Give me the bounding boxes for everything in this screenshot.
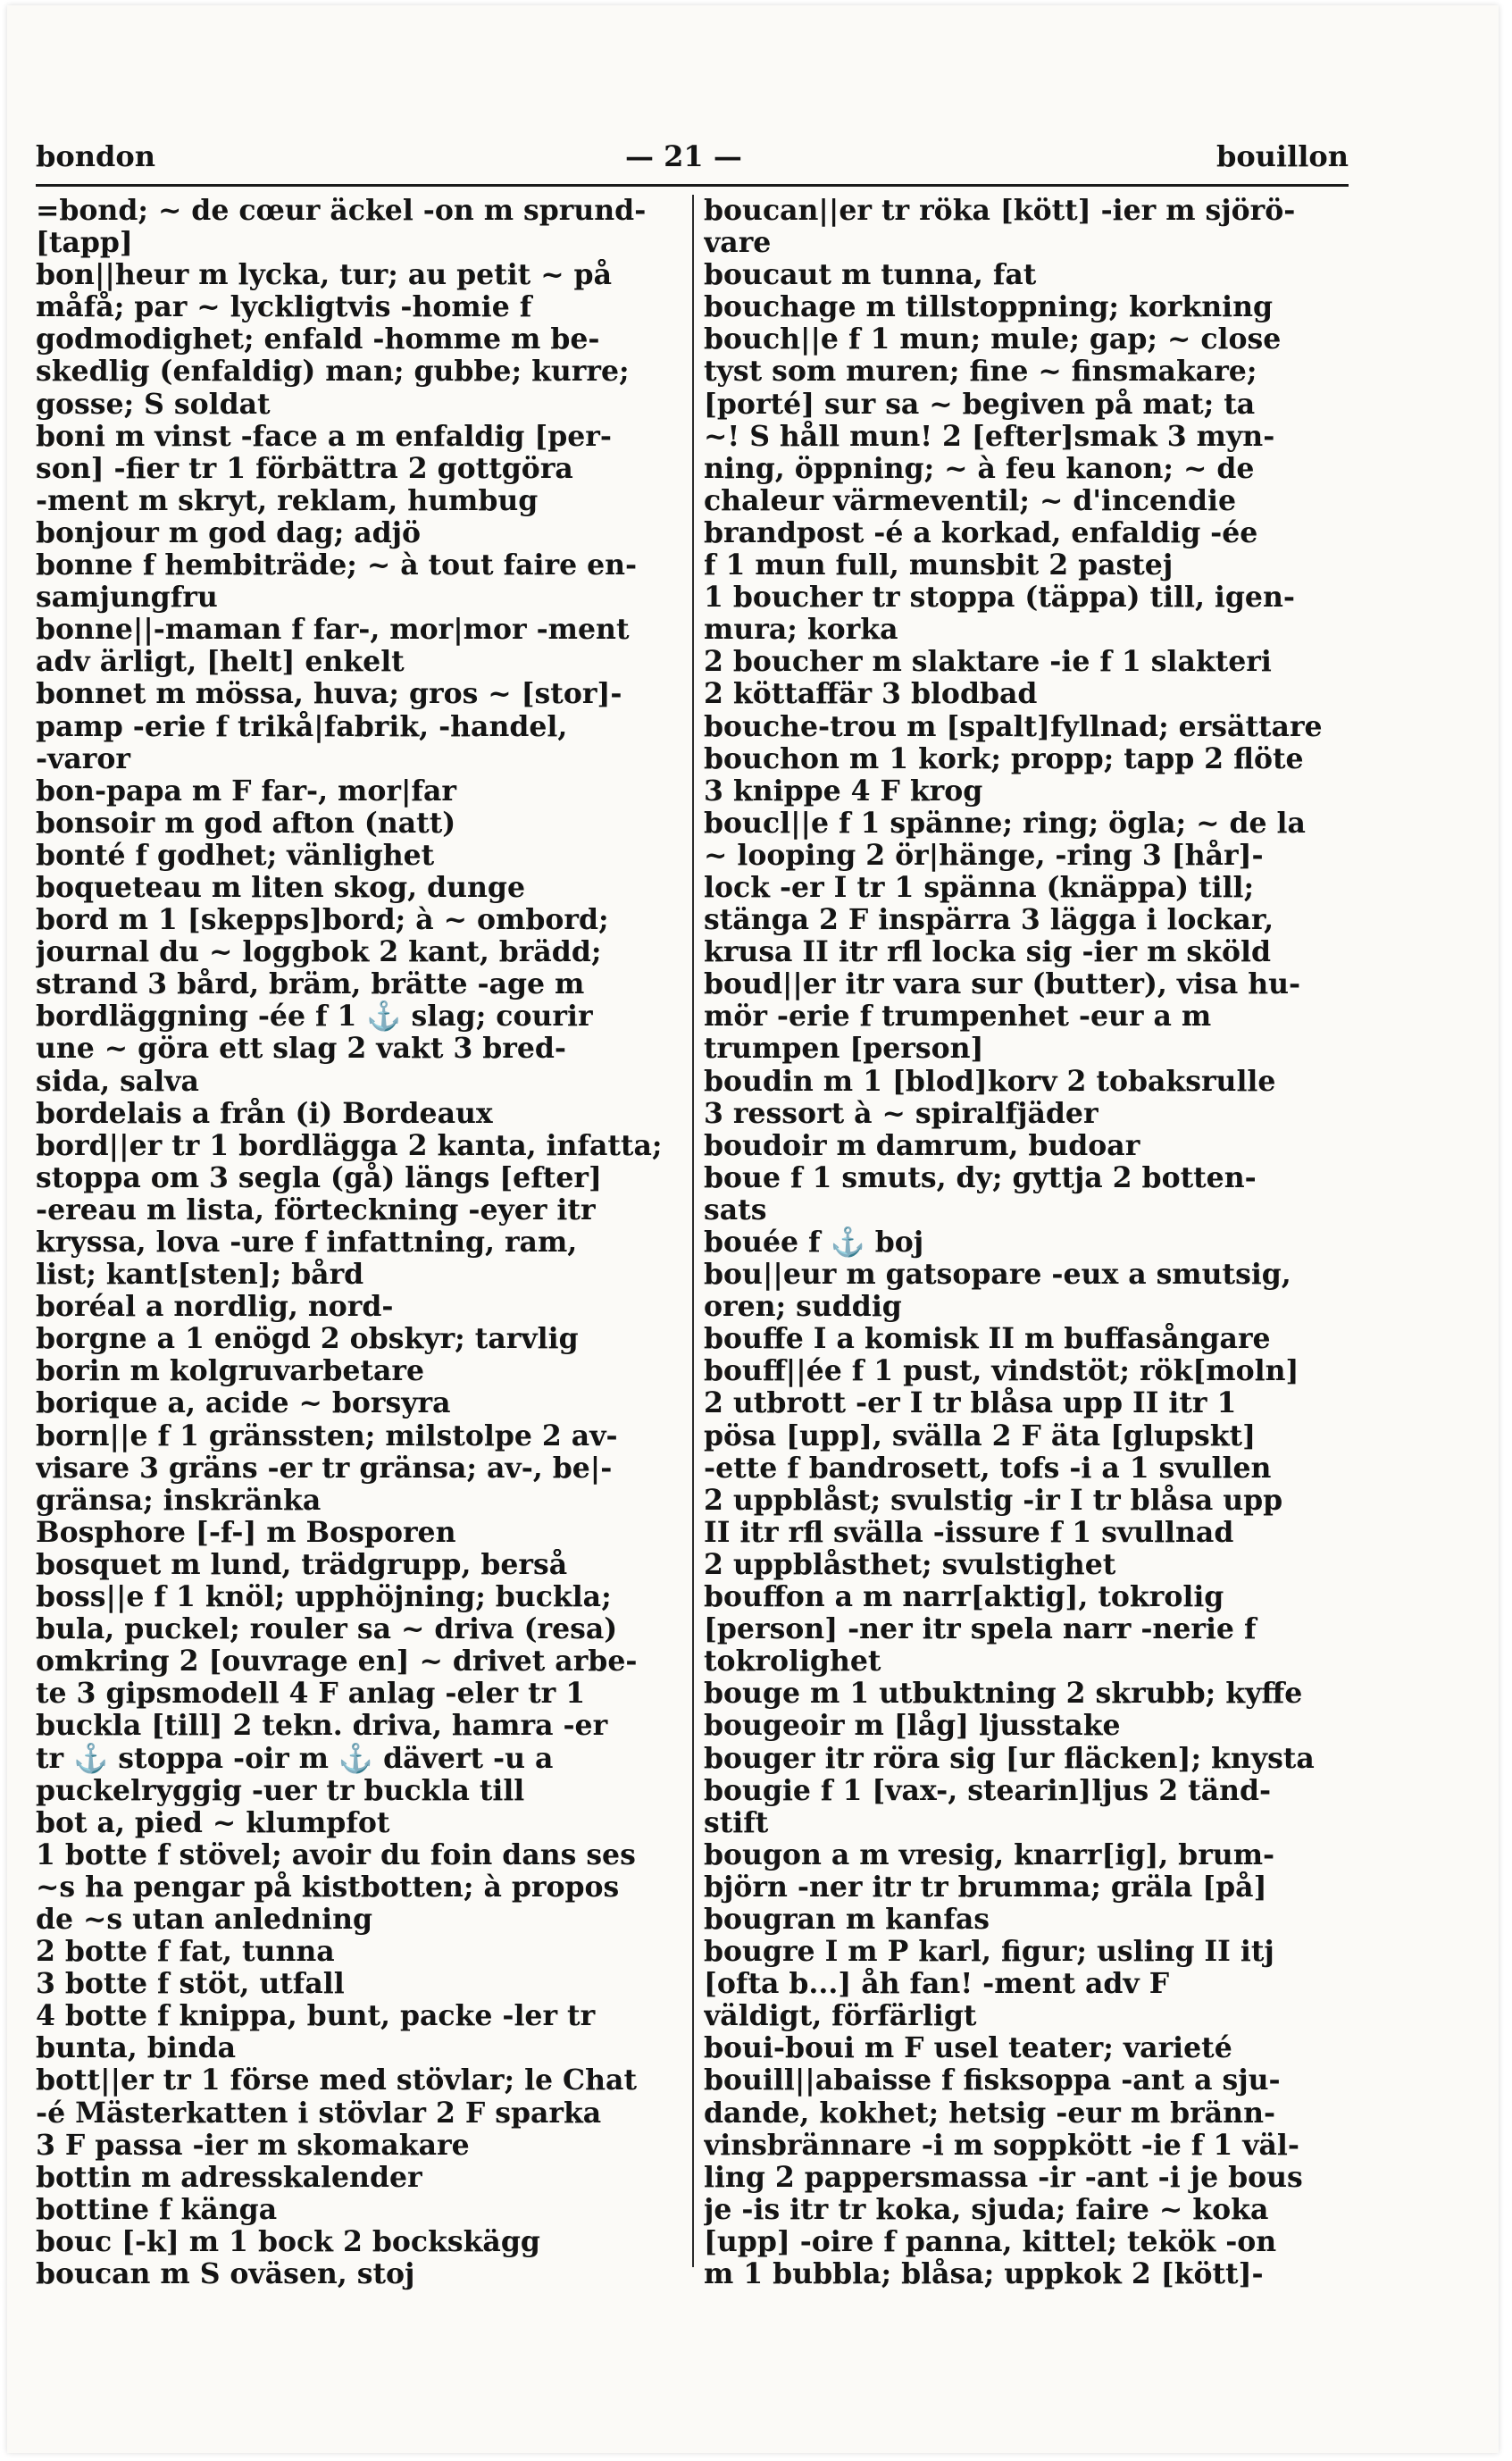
dictionary-line: adv ärligt, [helt] enkelt xyxy=(36,646,405,679)
dictionary-line: mura; korka xyxy=(704,614,898,647)
dictionary-line: stoppa om 3 segla (gå) längs [efter] xyxy=(36,1161,602,1194)
dictionary-line: samjungfru xyxy=(36,582,218,615)
dictionary-line: bonne||-maman f far-, mor|mor -ment xyxy=(36,614,630,647)
dictionary-line: bonjour m god dag; adjö xyxy=(36,516,422,549)
dictionary-line: oren; suddig xyxy=(704,1291,902,1324)
dictionary-line: visare 3 gräns -er tr gränsa; av-, be|- xyxy=(36,1452,613,1485)
dictionary-line: bord m 1 [skepps]bord; à ~ ombord; xyxy=(36,904,609,937)
dictionary-line: godmodighet; enfald -homme m be- xyxy=(36,323,600,356)
dictionary-line: Bosphore [-f-] m Bosporen xyxy=(36,1516,456,1549)
dictionary-line: 1 botte f stövel; avoir du foin dans ses xyxy=(36,1838,636,1871)
column-divider xyxy=(692,195,694,2267)
dictionary-line: son] -fier tr 1 förbättra 2 gottgöra xyxy=(36,452,573,485)
dictionary-line: bouffe I a komisk II m buffasångare xyxy=(704,1323,1271,1356)
dictionary-line: te 3 gipsmodell 4 F anlag -eler tr 1 xyxy=(36,1678,586,1711)
dictionary-line: 3 knippe 4 F krog xyxy=(704,774,983,808)
left-column xyxy=(36,195,688,2428)
dictionary-line: ling 2 pappersmassa -ir -ant -i je bous xyxy=(704,2161,1303,2194)
dictionary-line: gosse; S soldat xyxy=(36,388,271,421)
dictionary-line: skedlig (enfaldig) man; gubbe; kurre; xyxy=(36,356,630,389)
dictionary-line: chaleur värmeventil; ~ d'incendie xyxy=(704,484,1237,517)
dictionary-line: bouée f ⚓ boj xyxy=(704,1226,924,1259)
dictionary-line: tr ⚓ stoppa -oir m ⚓ dävert -u a xyxy=(36,1742,554,1775)
dictionary-line: boni m vinst -face a m enfaldig [per- xyxy=(36,420,612,453)
dictionary-line: une ~ göra ett slag 2 vakt 3 bred- xyxy=(36,1033,566,1066)
dictionary-line: -varor xyxy=(36,742,130,775)
dictionary-line: -ereau m lista, förteckning -eyer itr xyxy=(36,1193,596,1226)
page-number: — 21 — xyxy=(625,139,742,173)
dictionary-line: bon||heur m lycka, tur; au petit ~ på xyxy=(36,259,612,292)
dictionary-line: bottin m adresskalender xyxy=(36,2161,422,2194)
dictionary-line: mör -erie f trumpenhet -eur a m xyxy=(704,1000,1212,1034)
dictionary-line: bouc [-k] m 1 bock 2 bockskägg xyxy=(36,2225,540,2258)
dictionary-line: boucan||er tr röka [kött] -ier m sjörö- xyxy=(704,195,1296,227)
dictionary-line: bouill||abaisse f fisksoppa -ant a sju- xyxy=(704,2064,1281,2097)
dictionary-line: vare xyxy=(704,227,772,260)
dictionary-line: väldigt, förfärligt xyxy=(704,2000,977,2033)
dictionary-line: 3 ressort à ~ spiralfjäder xyxy=(704,1097,1098,1130)
dictionary-line: m 1 bubbla; blåsa; uppkok 2 [kött]- xyxy=(704,2258,1264,2290)
dictionary-line: bord||er tr 1 bordlägga 2 kanta, infatta; xyxy=(36,1129,663,1162)
dictionary-line: ~! S håll mun! 2 [efter]smak 3 myn- xyxy=(704,420,1275,453)
dictionary-line: boucan m S oväsen, stoj xyxy=(36,2258,415,2290)
dictionary-line: ~ looping 2 ör|hänge, -ring 3 [hår]- xyxy=(704,839,1264,872)
dictionary-line: sats xyxy=(704,1193,767,1226)
dictionary-line: krusa II itr rfl locka sig -ier m sköld xyxy=(704,936,1271,969)
dictionary-line: bonnet m mössa, huva; gros ~ [stor]- xyxy=(36,678,622,711)
dictionary-line: stift xyxy=(704,1806,769,1839)
dictionary-line: sida, salva xyxy=(36,1065,199,1098)
dictionary-line: boue f 1 smuts, dy; gyttja 2 botten- xyxy=(704,1161,1257,1194)
dictionary-line: =bond; ~ de cœur äckel -on m sprund- xyxy=(36,195,647,227)
dictionary-line: 2 boucher m slaktare -ie f 1 slakteri xyxy=(704,646,1272,679)
dictionary-line: bonne f hembiträde; ~ à tout faire en- xyxy=(36,549,638,582)
dictionary-line: bou||eur m gatsopare -eux a smutsig, xyxy=(704,1259,1291,1292)
dictionary-line: bouff||ée f 1 pust, vindstöt; rök[moln] xyxy=(704,1355,1299,1388)
dictionary-line: pösa [upp], svälla 2 F äta [glupskt] xyxy=(704,1419,1256,1452)
dictionary-line: list; kant[sten]; bård xyxy=(36,1259,364,1292)
dictionary-line: [person] -ner itr spela narr -nerie f xyxy=(704,1613,1257,1646)
dictionary-line: bonsoir m god afton (natt) xyxy=(36,807,456,840)
dictionary-line: journal du ~ loggbok 2 kant, brädd; xyxy=(36,936,602,969)
dictionary-line: 1 boucher tr stoppa (täppa) till, igen- xyxy=(704,582,1295,615)
dictionary-line: bougon a m vresig, knarr[ig], brum- xyxy=(704,1838,1275,1871)
dictionary-line: -é Mästerkatten i stövlar 2 F sparka xyxy=(36,2097,602,2130)
dictionary-line: brandpost -é a korkad, enfaldig -ée xyxy=(704,516,1258,549)
dictionary-line: bordläggning -ée f 1 ⚓ slag; courir xyxy=(36,1000,593,1034)
dictionary-line: 3 botte f stöt, utfall xyxy=(36,1968,345,2001)
dictionary-line: kryssa, lova -ure f infattning, ram, xyxy=(36,1226,578,1259)
dictionary-line: vinsbrännare -i m soppkött -ie f 1 väl- xyxy=(704,2129,1299,2162)
dictionary-line: boud||er itr vara sur (butter), visa hu- xyxy=(704,968,1301,1001)
dictionary-line: boucaut m tunna, fat xyxy=(704,259,1037,292)
dictionary-line: bougeoir m [låg] ljusstake xyxy=(704,1710,1121,1743)
dictionary-line: II itr rfl svälla -issure f 1 svullnad xyxy=(704,1516,1234,1549)
dictionary-line: tokrolighet xyxy=(704,1645,881,1678)
dictionary-page xyxy=(7,5,1499,2453)
dictionary-line: borin m kolgruvarbetare xyxy=(36,1355,425,1388)
dictionary-line: bosquet m lund, trädgrupp, berså xyxy=(36,1548,568,1581)
dictionary-line: -ette f bandrosett, tofs -i a 1 svullen xyxy=(704,1452,1272,1485)
dictionary-line: måfå; par ~ lyckligtvis -homie f xyxy=(36,291,532,324)
dictionary-line: bot a, pied ~ klumpfot xyxy=(36,1806,390,1839)
dictionary-line: boucl||e f 1 spänne; ring; ögla; ~ de la xyxy=(704,807,1306,840)
dictionary-line: buckla [till] 2 tekn. driva, hamra -er xyxy=(36,1710,608,1743)
dictionary-line: lock -er I tr 1 spänna (knäppa) till; xyxy=(704,871,1255,904)
dictionary-line: bouchage m tillstoppning; korkning xyxy=(704,291,1273,324)
dictionary-line: [upp] -oire f panna, kittel; tekök -on xyxy=(704,2225,1277,2258)
dictionary-line: 2 uppblåst; svulstig -ir I tr blåsa upp xyxy=(704,1484,1283,1517)
dictionary-line: 3 F passa -ier m skomakare xyxy=(36,2129,470,2162)
dictionary-line: 2 uppblåsthet; svulstighet xyxy=(704,1548,1116,1581)
dictionary-line: bougran m kanfas xyxy=(704,1903,990,1936)
header-rule xyxy=(36,184,1349,187)
dictionary-line: f 1 mun full, munsbit 2 pastej xyxy=(704,549,1174,582)
dictionary-line: bougre I m P karl, figur; usling II itj xyxy=(704,1936,1274,1969)
dictionary-line: bouge m 1 utbuktning 2 skrubb; kyffe xyxy=(704,1678,1303,1711)
dictionary-line: bunta, binda xyxy=(36,2032,237,2065)
dictionary-line: 2 botte f fat, tunna xyxy=(36,1936,335,1969)
dictionary-line: [ofta b...] åh fan! -ment adv F xyxy=(704,1968,1170,2001)
dictionary-line: bott||er tr 1 förse med stövlar; le Chat xyxy=(36,2064,637,2097)
dictionary-line: boui-boui m F usel teater; varieté xyxy=(704,2032,1232,2065)
dictionary-line: 2 köttaffär 3 blodbad xyxy=(704,678,1038,711)
dictionary-line: bouger itr röra sig [ur fläcken]; knysta xyxy=(704,1742,1315,1775)
dictionary-line: bonté f godhet; vänlighet xyxy=(36,839,435,872)
dictionary-line: bouche-trou m [spalt]fyllnad; ersättare xyxy=(704,710,1323,743)
dictionary-line: pamp -erie f trikå|fabrik, -handel, xyxy=(36,710,568,743)
dictionary-line: boss||e f 1 knöl; upphöjning; buckla; xyxy=(36,1581,612,1614)
page-header xyxy=(36,139,1349,182)
dictionary-line: gränsa; inskränka xyxy=(36,1484,322,1517)
dictionary-line: stänga 2 F inspärra 3 lägga i lockar, xyxy=(704,904,1274,937)
dictionary-line: dande, kokhet; hetsig -eur m bränn- xyxy=(704,2097,1276,2130)
dictionary-line: bouffon a m narr[aktig], tokrolig xyxy=(704,1581,1224,1614)
dictionary-line: -ment m skryt, reklam, humbug xyxy=(36,484,539,517)
dictionary-line: ning, öppning; ~ à feu kanon; ~ de xyxy=(704,452,1255,485)
dictionary-line: de ~s utan anledning xyxy=(36,1903,373,1936)
dictionary-line: 4 botte f knippa, bunt, packe -ler tr xyxy=(36,2000,596,2033)
dictionary-line: bouch||e f 1 mun; mule; gap; ~ close xyxy=(704,323,1282,356)
dictionary-line: tyst som muren; fine ~ finsmakare; xyxy=(704,356,1257,389)
dictionary-line: strand 3 bård, bräm, brätte -age m xyxy=(36,968,585,1001)
dictionary-line: boudoir m damrum, budoar xyxy=(704,1129,1140,1162)
dictionary-line: bouchon m 1 kork; propp; tapp 2 flöte xyxy=(704,742,1304,775)
dictionary-line: [porté] sur sa ~ begiven på mat; ta xyxy=(704,388,1256,421)
dictionary-line: bula, puckel; rouler sa ~ driva (resa) xyxy=(36,1613,618,1646)
dictionary-line: bottine f känga xyxy=(36,2193,278,2226)
dictionary-line: puckelryggig -uer tr buckla till xyxy=(36,1774,525,1807)
left-guide-word: bondon xyxy=(36,139,155,173)
dictionary-line: boudin m 1 [blod]korv 2 tobaksrulle xyxy=(704,1065,1276,1098)
dictionary-line: bon-papa m F far-, mor|far xyxy=(36,774,456,808)
dictionary-line: omkring 2 [ouvrage en] ~ drivet arbe- xyxy=(36,1645,638,1678)
dictionary-line: 2 utbrott -er I tr blåsa upp II itr 1 xyxy=(704,1387,1237,1420)
dictionary-line: [tapp] xyxy=(36,227,133,260)
dictionary-line: bordelais a från (i) Bordeaux xyxy=(36,1097,493,1130)
dictionary-line: bougie f 1 [vax-, stearin]ljus 2 tänd- xyxy=(704,1774,1272,1807)
dictionary-line: ~s ha pengar på kistbotten; à propos xyxy=(36,1871,620,1904)
dictionary-line: boréal a nordlig, nord- xyxy=(36,1291,394,1324)
dictionary-line: trumpen [person] xyxy=(704,1033,984,1066)
dictionary-line: je -is itr tr koka, sjuda; faire ~ koka xyxy=(704,2193,1269,2226)
dictionary-line: boqueteau m liten skog, dunge xyxy=(36,871,525,904)
right-column xyxy=(704,195,1356,2428)
dictionary-line: borgne a 1 enögd 2 obskyr; tarvlig xyxy=(36,1323,579,1356)
dictionary-line: borique a, acide ~ borsyra xyxy=(36,1387,451,1420)
dictionary-line: born||e f 1 gränssten; milstolpe 2 av- xyxy=(36,1419,618,1452)
dictionary-line: björn -ner itr tr brumma; gräla [på] xyxy=(704,1871,1267,1904)
right-guide-word: bouillon xyxy=(1215,139,1349,173)
